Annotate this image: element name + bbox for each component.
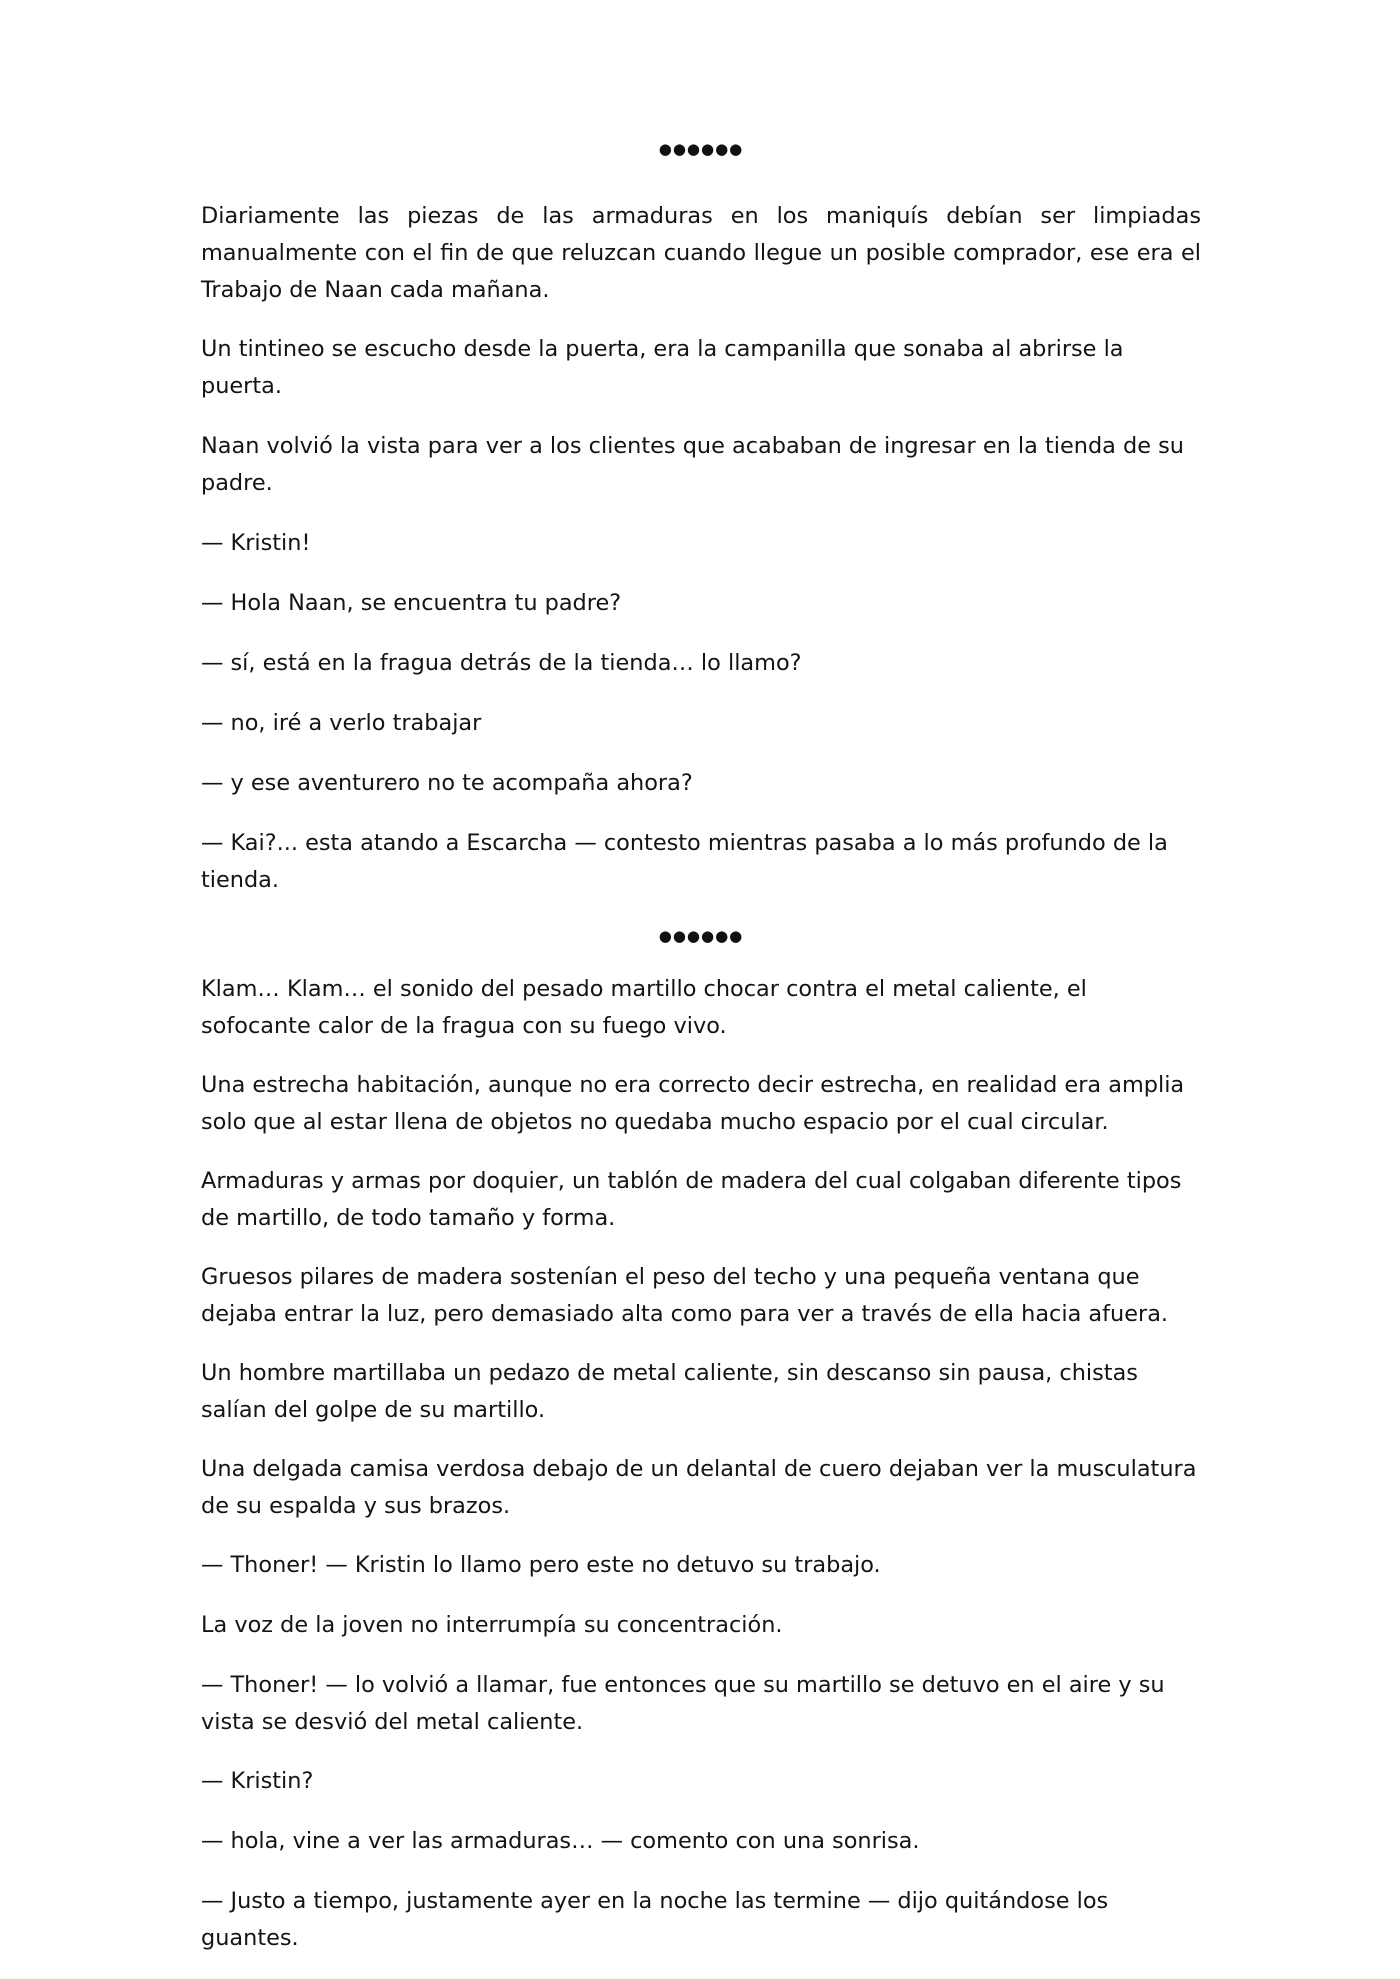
document-page <box>201 138 1201 1957</box>
dialogue-line: — Thoner! — lo volvió a llamar, fue entonces que su martillo se detuvo en el aire y su vista se desvió del metal caliente. <box>201 1672 1165 1735</box>
dialogue-line: — no, iré a verlo trabajar <box>201 710 482 736</box>
dialogue-line: — Hola Naan, se encuentra tu padre? <box>201 590 622 616</box>
dialogue-line: — Justo a tiempo, justamente ayer en la noche las termine — dijo quitándose los guantes. <box>201 1888 1109 1951</box>
paragraph: Diariamente las piezas de las armaduras en los maniquís debían ser limpiadas manualmente con el fin de que reluzcan cuando llegue un posible comprador, ese era el Trabajo de Naan cada mañana. <box>201 203 1201 303</box>
dialogue-line: — Kai?... esta atando a Escarcha — contesto mientras pasaba a lo más profundo de la tienda. <box>201 830 1168 893</box>
scene-separator: ●●●●●● <box>658 140 744 158</box>
dialogue-line: — Kristin! <box>201 530 311 556</box>
paragraph: Un tintineo se escucho desde la puerta, era la campanilla que sonaba al abrirse la puerta. <box>201 336 1124 399</box>
scene-separator: ●●●●●● <box>658 927 744 945</box>
paragraph: Gruesos pilares de madera sostenían el peso del techo y una pequeña ventana que dejaba entrar la luz, pero demasiado alta como para ver a través de ella hacia afuera. <box>201 1264 1169 1327</box>
dialogue-line: — y ese aventurero no te acompaña ahora? <box>201 770 693 796</box>
paragraph: Naan volvió la vista para ver a los clientes que acababan de ingresar en la tienda de su padre. <box>201 433 1184 496</box>
paragraph: Klam… Klam… el sonido del pesado martillo chocar contra el metal caliente, el sofocante calor de la fragua con su fuego vivo. <box>201 976 1087 1039</box>
paragraph: Una estrecha habitación, aunque no era correcto decir estrecha, en realidad era amplia solo que al estar llena de objetos no quedaba mucho espacio por el cual circular. <box>201 1072 1185 1135</box>
dialogue-line: — sí, está en la fragua detrás de la tienda… lo llamo? <box>201 650 802 676</box>
paragraph: Una delgada camisa verdosa debajo de un delantal de cuero dejaban ver la musculatura de su espalda y sus brazos. <box>201 1456 1197 1519</box>
dialogue-line: — Thoner! — Kristin lo llamo pero este no detuvo su trabajo. <box>201 1552 881 1578</box>
paragraph: Armaduras y armas por doquier, un tablón de madera del cual colgaban diferente tipos de martillo, de todo tamaño y forma. <box>201 1168 1182 1231</box>
paragraph: La voz de la joven no interrumpía su concentración. <box>201 1612 783 1638</box>
dialogue-line: — hola, vine a ver las armaduras… — comento con una sonrisa. <box>201 1828 920 1854</box>
dialogue-line: — Kristin? <box>201 1768 314 1794</box>
paragraph: Un hombre martillaba un pedazo de metal caliente, sin descanso sin pausa, chistas salían del golpe de su martillo. <box>201 1360 1138 1423</box>
